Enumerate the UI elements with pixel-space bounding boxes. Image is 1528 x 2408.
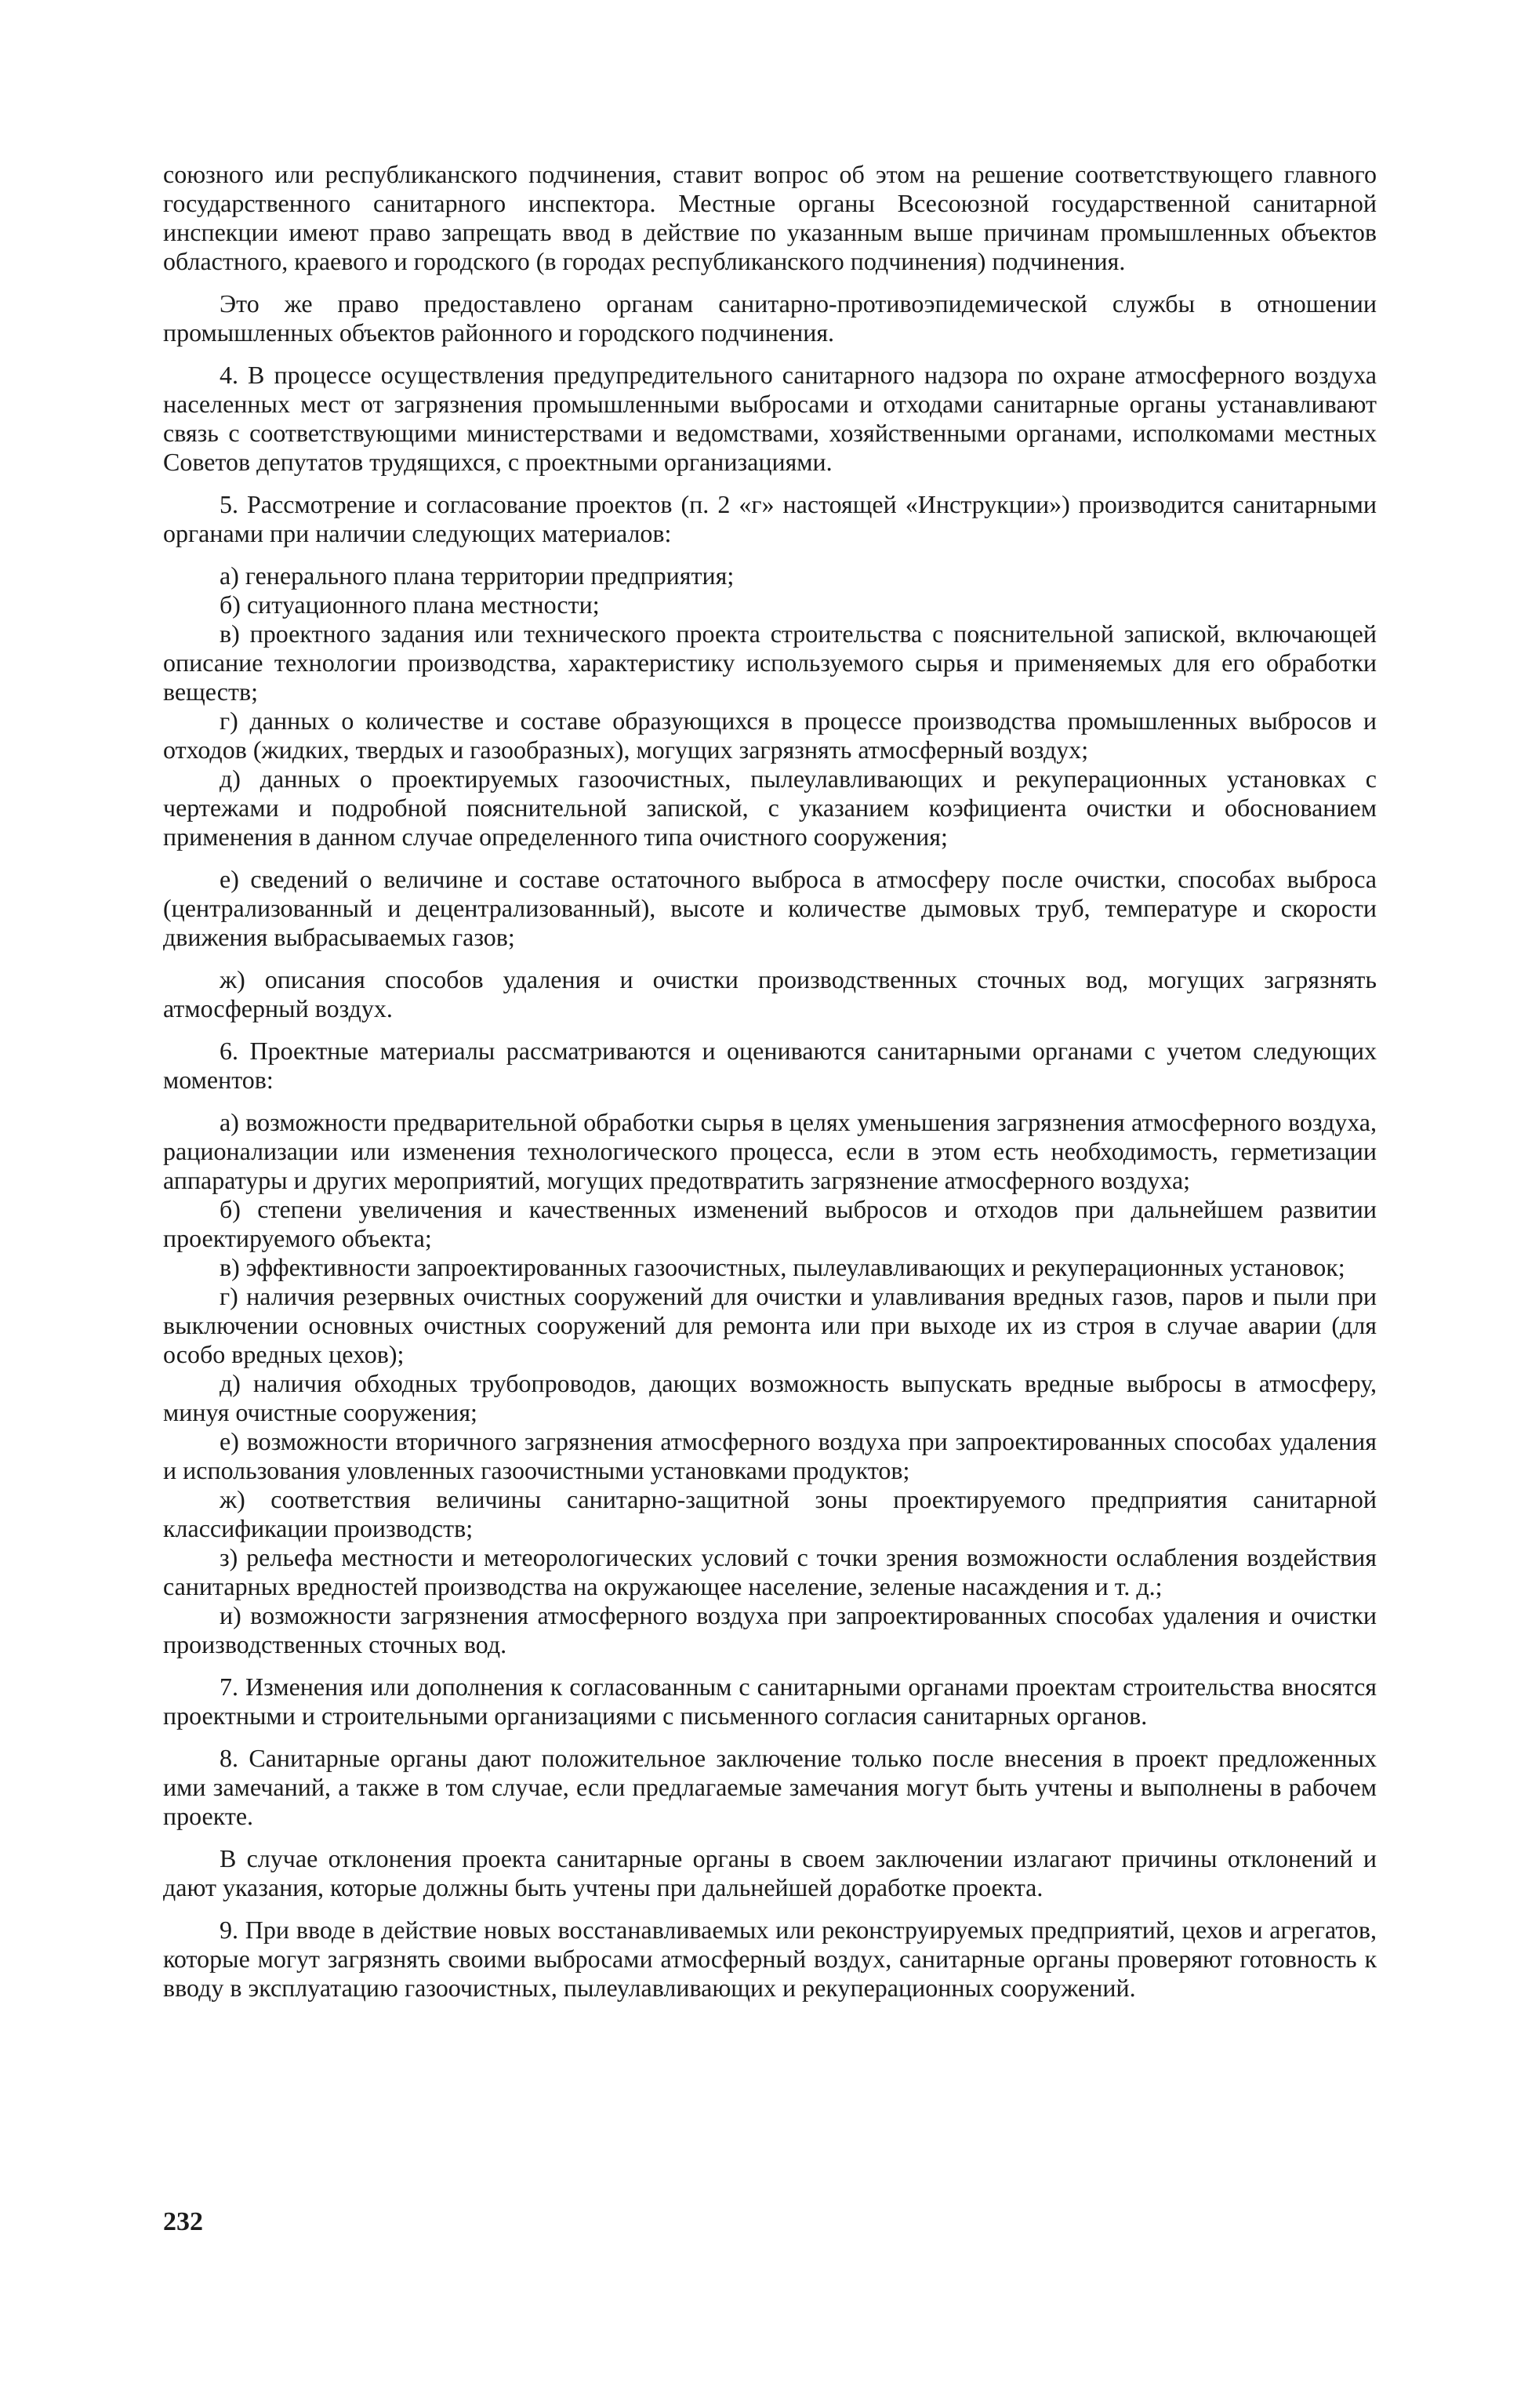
clause-5: 5. Рассмотрение и согласование проектов (п. 2 «г» настоящей «Инструкции») производится санитарными органами при наличии следующих материалов: <box>163 490 1377 547</box>
clause-5-item-b: б) ситуационного плана местности; <box>220 590 600 619</box>
clause-7: 7. Изменения или дополнения к согласованным с санитарными органами проектам строительства вносятся проектными и строительными организациями с письменного согласия санитарных органов. <box>163 1673 1377 1730</box>
paragraph-continuation: союзного или республиканского подчинения, ставит вопрос об этом на решение соответствующего главного государственного санитарного инспектора. Местные органы Всесоюзной государственной санитарной инспекции имеют право запрещать ввод в действие по указанным выше причинам промышленных объектов областного, краевого и городского (в городах республиканского подчинения) подчинения. <box>163 160 1377 275</box>
clause-4: 4. В процессе осуществления предупредительного санитарного надзора по охране атмосферного воздуха населенных мест от загрязнения промышленными выбросами и отходами санитарные органы устанавливают связь с соответствующими министерствами и ведомствами, хозяйственными органами, исполкомами местных Советов депутатов трудящихся, с проектными организациями. <box>163 361 1377 476</box>
clause-5-item-a: а) генерального плана территории предприятия; <box>220 561 735 590</box>
paragraph-right-extended: Это же право предоставлено органам санитарно-противоэпидемической службы в отношении промышленных объектов районного и городского подчинения. <box>163 289 1377 347</box>
clause-6: 6. Проектные материалы рассматриваются и оцениваются санитарными органами с учетом следующих моментов: <box>163 1037 1377 1094</box>
clause-8-rejection: В случае отклонения проекта санитарные органы в своем заключении излагают причины отклонений и дают указания, которые должны быть учтены при дальнейшей доработке проекта. <box>163 1844 1377 1901</box>
clause-6-item-i: и) возможности загрязнения атмосферного воздуха при запроектированных способах удаления и очистки производственных сточных вод. <box>163 1601 1377 1658</box>
clause-5-item-v: в) проектного задания или технического проекта строительства с пояснительной запиской, включающей описание технологии производства, характеристику используемого сырья и применяемых для его обработки веществ; <box>163 619 1377 706</box>
clause-6-item-z: з) рельефа местности и метеорологических условий с точки зрения возможности ослабления воздействия санитарных вредностей производства на окружающее население, зеленые насаждения и т. д.; <box>163 1543 1377 1600</box>
clause-5-item-g: г) данных о количестве и составе образующихся в процессе производства промышленных выбросов и отходов (жидких, твердых и газообразных), могущих загрязнять атмосферный воздух; <box>163 706 1377 764</box>
clause-5-item-e: е) сведений о величине и составе остаточного выброса в атмосферу после очистки, способах выброса (централизованный и децентрализованный), высоте и количестве дымовых труб, температуре и скорости движения выбрасываемых газов; <box>163 865 1377 951</box>
clause-6-item-b: б) степени увеличения и качественных изменений выбросов и отходов при дальнейшем развитии проектируемого объекта; <box>163 1195 1377 1252</box>
clause-6-item-e: е) возможности вторичного загрязнения атмосферного воздуха при запроектированных способах удаления и использования уловленных газоочистными установками продуктов; <box>163 1427 1377 1484</box>
clause-5-item-zh: ж) описания способов удаления и очистки производственных сточных вод, могущих загрязнять атмосферный воздух. <box>163 965 1377 1022</box>
clause-8: 8. Санитарные органы дают положительное заключение только после внесения в проект предложенных ими замечаний, а также в том случае, если предлагаемые замечания могут быть учтены и выполнены в рабочем проекте. <box>163 1744 1377 1830</box>
clause-6-item-g: г) наличия резервных очистных сооружений для очистки и улавливания вредных газов, паров и пыли при выключении основных очистных сооружений для ремонта или при выходе их из строя в случае аварии (для особо вредных цехов); <box>163 1282 1377 1368</box>
clause-6-item-v: в) эффективности запроектированных газоочистных, пылеулавливающих и рекуперационных установок; <box>220 1253 1345 1281</box>
clause-6-item-d: д) наличия обходных трубопроводов, дающих возможность выпускать вредные выбросы в атмосферу, минуя очистные сооружения; <box>163 1369 1377 1426</box>
document-body <box>163 160 1377 2003</box>
clause-6-item-zh: ж) соответствия величины санитарно-защитной зоны проектируемого предприятия санитарной классификации производств; <box>163 1485 1377 1542</box>
clause-9: 9. При вводе в действие новых восстанавливаемых или реконструируемых предприятий, цехов и агрегатов, которые могут загрязнять своими выбросами атмосферный воздух, санитарные органы проверяют готовность к вводу в эксплуатацию газоочистных, пылеулавливающих и рекуперационных сооружений. <box>163 1916 1377 2002</box>
clause-5-item-d: д) данных о проектируемых газоочистных, пылеулавливающих и рекуперационных установках с чертежами и подробной пояснительной запиской, с указанием коэфициента очистки и обоснованием применения в данном случае определенного типа очистного сооружения; <box>163 765 1377 851</box>
page-number: 232 <box>163 2207 203 2236</box>
clause-6-item-a: а) возможности предварительной обработки сырья в целях уменьшения загрязнения атмосферного воздуха, рационализации или изменения технологического процесса, если в этом есть необходимость, герметизации аппаратуры и других мероприятий, могущих предотвратить загрязнение атмосферного воздуха; <box>163 1108 1377 1194</box>
